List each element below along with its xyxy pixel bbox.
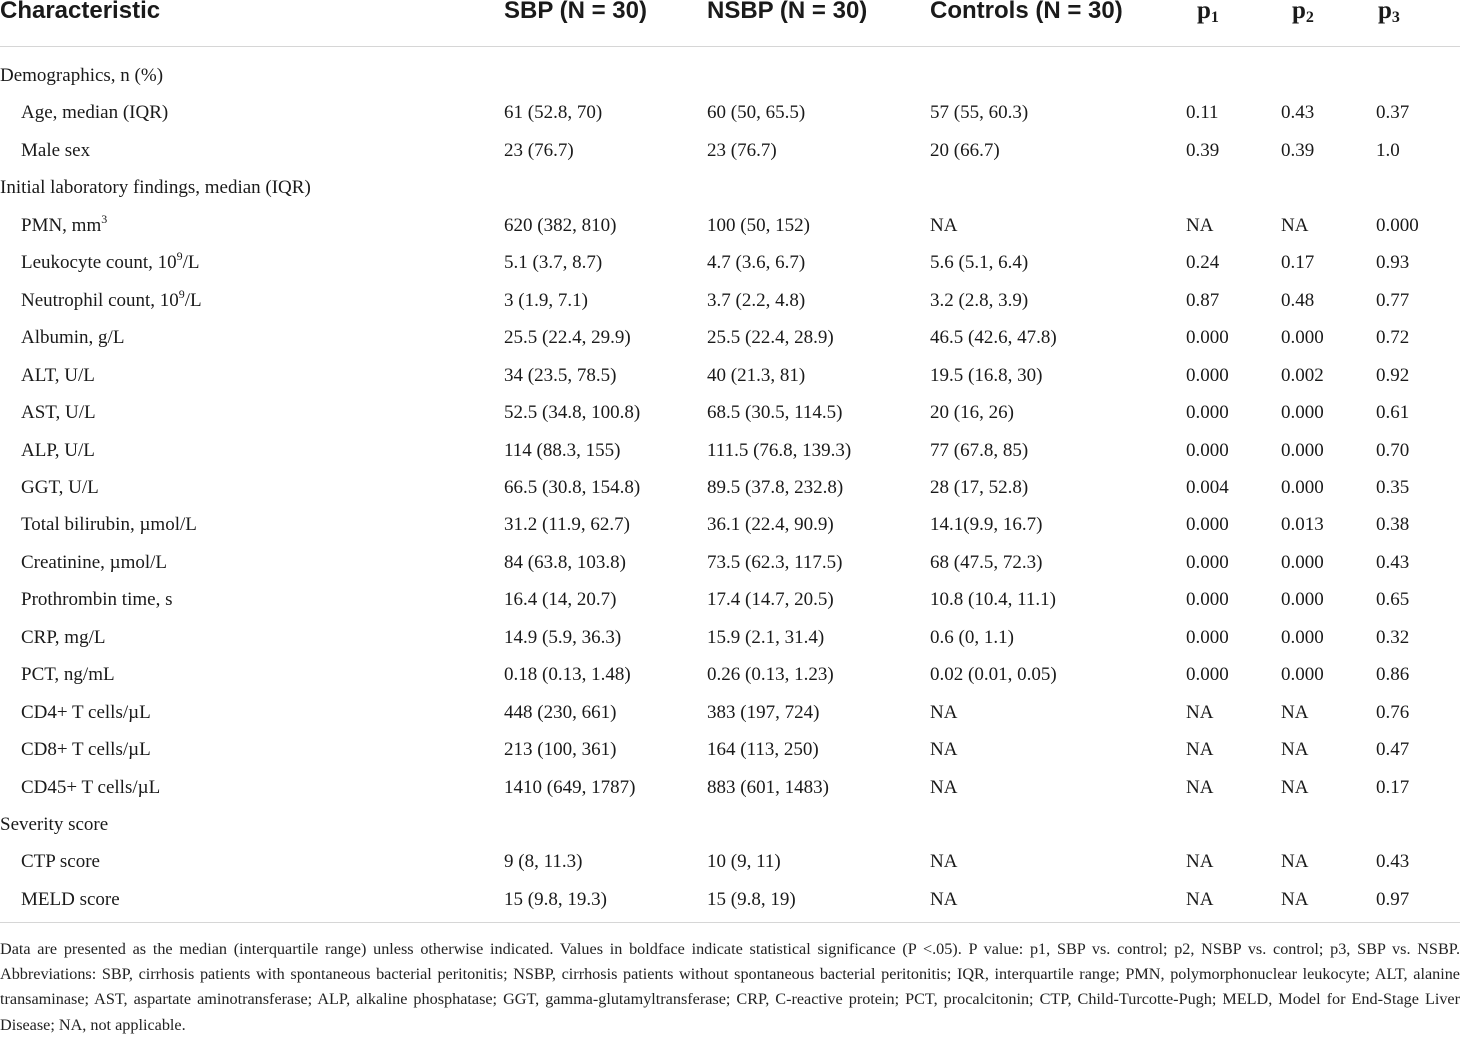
cell-p2: 0.000 bbox=[1281, 327, 1324, 348]
col-header-characteristic: Characteristic bbox=[0, 0, 161, 24]
cell-p2: NA bbox=[1281, 777, 1309, 798]
cell-p1: NA bbox=[1186, 889, 1214, 910]
col-header-p2: $p_2$ bbox=[1292, 0, 1314, 26]
cell-controls: 68 (47.5, 72.3) bbox=[930, 552, 1043, 573]
cell-p3: 0.86 bbox=[1376, 664, 1410, 685]
cell-controls: 0.02 (0.01, 0.05) bbox=[930, 664, 1057, 685]
table-row bbox=[0, 546, 1460, 583]
cell-nsbp: 111.5 (76.8, 139.3) bbox=[707, 440, 852, 461]
row-label: CTP score bbox=[21, 851, 100, 872]
table-row bbox=[0, 508, 1460, 545]
row-label: ALP, U/L bbox=[21, 440, 95, 461]
cell-controls: NA bbox=[930, 739, 958, 760]
cell-nsbp: 40 (21.3, 81) bbox=[707, 365, 806, 386]
cell-p2: 0.000 bbox=[1281, 589, 1324, 610]
cell-sbp: 0.18 (0.13, 1.48) bbox=[504, 664, 631, 685]
cell-p3: 0.38 bbox=[1376, 514, 1410, 535]
cell-sbp: 213 (100, 361) bbox=[504, 739, 617, 760]
table-row bbox=[0, 246, 1460, 283]
cell-sbp: 114 (88.3, 155) bbox=[504, 440, 621, 461]
cell-p2: 0.000 bbox=[1281, 402, 1324, 423]
cell-p1: NA bbox=[1186, 851, 1214, 872]
cell-nsbp: 3.7 (2.2, 4.8) bbox=[707, 290, 806, 311]
cell-sbp: 15 (9.8, 19.3) bbox=[504, 889, 607, 910]
cell-sbp: 3 (1.9, 7.1) bbox=[504, 290, 588, 311]
cell-sbp: 52.5 (34.8, 100.8) bbox=[504, 402, 641, 423]
cell-nsbp: 4.7 (3.6, 6.7) bbox=[707, 252, 806, 273]
cell-p2: 0.000 bbox=[1281, 440, 1324, 461]
table-row bbox=[0, 96, 1460, 133]
cell-sbp: 23 (76.7) bbox=[504, 140, 574, 161]
cell-controls: NA bbox=[930, 889, 958, 910]
cell-nsbp: 100 (50, 152) bbox=[707, 215, 810, 236]
cell-sbp: 34 (23.5, 78.5) bbox=[504, 365, 617, 386]
row-label: Leukocyte count, $10^9/L$ bbox=[21, 249, 200, 273]
table-row bbox=[0, 471, 1460, 508]
cell-p3: 0.76 bbox=[1376, 702, 1410, 723]
row-label: CD8+ T cells/µL bbox=[21, 739, 151, 760]
section-label: Initial laboratory findings, median (IQR) bbox=[0, 177, 311, 198]
cell-p1: NA bbox=[1186, 215, 1214, 236]
cell-controls: NA bbox=[930, 851, 958, 872]
cell-p3: 0.000 bbox=[1376, 215, 1419, 236]
table-row bbox=[0, 583, 1460, 620]
cell-nsbp: 15.9 (2.1, 31.4) bbox=[707, 627, 825, 648]
cell-controls: 46.5 (42.6, 47.8) bbox=[930, 327, 1057, 348]
cell-p1: 0.000 bbox=[1186, 627, 1229, 648]
cell-sbp: 448 (230, 661) bbox=[504, 702, 617, 723]
table-row bbox=[0, 396, 1460, 433]
table-row bbox=[0, 658, 1460, 695]
cell-controls: 10.8 (10.4, 11.1) bbox=[930, 589, 1056, 610]
section-label: Demographics, n (%) bbox=[0, 65, 164, 86]
col-header-p3: $p_3$ bbox=[1378, 0, 1400, 26]
cell-p2: NA bbox=[1281, 851, 1309, 872]
cell-nsbp: 0.26 (0.13, 1.23) bbox=[707, 664, 834, 685]
section-row bbox=[0, 59, 1460, 96]
row-label: PMN, $mm^3$ bbox=[21, 212, 108, 236]
row-label: CD4+ T cells/µL bbox=[21, 702, 151, 723]
cell-sbp: 31.2 (11.9, 62.7) bbox=[504, 514, 630, 535]
cell-p1: 0.000 bbox=[1186, 440, 1229, 461]
cell-p3: 1.0 bbox=[1376, 140, 1400, 161]
cell-p1: 0.000 bbox=[1186, 589, 1229, 610]
table-row bbox=[0, 733, 1460, 770]
row-label: MELD score bbox=[21, 889, 120, 910]
cell-p3: 0.77 bbox=[1376, 290, 1410, 311]
cell-nsbp: 17.4 (14.7, 20.5) bbox=[707, 589, 834, 610]
cell-p2: NA bbox=[1281, 702, 1309, 723]
cell-sbp: 25.5 (22.4, 29.9) bbox=[504, 327, 631, 348]
table-row bbox=[0, 696, 1460, 733]
col-header-sbp: SBP (N = 30) bbox=[504, 0, 647, 24]
cell-p2: 0.000 bbox=[1281, 552, 1324, 573]
cell-controls: 19.5 (16.8, 30) bbox=[930, 365, 1043, 386]
row-label: PCT, ng/mL bbox=[21, 664, 115, 685]
cell-p2: NA bbox=[1281, 889, 1309, 910]
col-header-p1: $p_1$ bbox=[1197, 0, 1219, 26]
col-header-nsbp: NSBP (N = 30) bbox=[707, 0, 868, 24]
cell-p1: 0.000 bbox=[1186, 664, 1229, 685]
cell-sbp: 66.5 (30.8, 154.8) bbox=[504, 477, 641, 498]
cell-p1: NA bbox=[1186, 702, 1214, 723]
cell-sbp: 9 (8, 11.3) bbox=[504, 851, 583, 872]
cell-sbp: 84 (63.8, 103.8) bbox=[504, 552, 626, 573]
cell-controls: 5.6 (5.1, 6.4) bbox=[930, 252, 1029, 273]
cell-p1: 0.11 bbox=[1186, 102, 1219, 123]
cell-p2: 0.48 bbox=[1281, 290, 1315, 311]
cell-p3: 0.93 bbox=[1376, 252, 1410, 273]
row-label: Total bilirubin, µmol/L bbox=[21, 514, 197, 535]
cell-controls: 0.6 (0, 1.1) bbox=[930, 627, 1014, 648]
cell-p3: 0.37 bbox=[1376, 102, 1410, 123]
row-label: Male sex bbox=[21, 140, 91, 161]
cell-p3: 0.43 bbox=[1376, 851, 1410, 872]
table-row bbox=[0, 284, 1460, 321]
cell-p1: 0.24 bbox=[1186, 252, 1220, 273]
cell-p1: 0.004 bbox=[1186, 477, 1229, 498]
cell-sbp: 1410 (649, 1787) bbox=[504, 777, 636, 798]
cell-controls: 77 (67.8, 85) bbox=[930, 440, 1029, 461]
cell-controls: 20 (66.7) bbox=[930, 140, 1000, 161]
cell-p2: 0.000 bbox=[1281, 477, 1324, 498]
table-row bbox=[0, 621, 1460, 658]
cell-nsbp: 60 (50, 65.5) bbox=[707, 102, 806, 123]
cell-nsbp: 10 (9, 11) bbox=[707, 851, 781, 872]
cell-p3: 0.43 bbox=[1376, 552, 1410, 573]
cell-p3: 0.32 bbox=[1376, 627, 1410, 648]
table-row bbox=[0, 883, 1460, 920]
cell-p2: NA bbox=[1281, 215, 1309, 236]
table-row bbox=[0, 845, 1460, 882]
table-row bbox=[0, 434, 1460, 471]
cell-p1: 0.000 bbox=[1186, 552, 1229, 573]
cell-p3: 0.17 bbox=[1376, 777, 1410, 798]
table-row bbox=[0, 771, 1460, 808]
cell-p3: 0.72 bbox=[1376, 327, 1410, 348]
table-footnote: Data are presented as the median (interquartile range) unless otherwise indicated. Values in boldface indicate statistical significance (P <.05). P value: p1, SBP vs. control; p2, NSBP vs. control; p3, SBP vs. NSBP. Abbreviations: SBP, cirrhosis patients with spontaneous bacterial peritonitis; NSBP, cirrhosis patients without spontaneous bacterial peritonitis; IQR, interquartile range; PMN, polymorphonuclear leukocyte; ALT, alanine transaminase; AST, aspartate aminotransferase; ALP, alkaline phosphatase; GGT, gamma-glutamyltransferase; CRP, C-reactive protein; PCT, procalcitonin; CTP, Child-Turcotte-Pugh; MELD, Model for End-Stage Liver Disease; NA, not applicable. bbox=[0, 940, 1460, 1034]
cell-p2: 0.000 bbox=[1281, 664, 1324, 685]
cell-p3: 0.61 bbox=[1376, 402, 1410, 423]
table-header bbox=[0, 0, 1460, 47]
cell-p2: 0.17 bbox=[1281, 252, 1315, 273]
cell-p1: 0.000 bbox=[1186, 402, 1229, 423]
row-label: ALT, U/L bbox=[21, 365, 95, 386]
cell-sbp: 61 (52.8, 70) bbox=[504, 102, 603, 123]
row-label: Albumin, g/L bbox=[21, 327, 125, 348]
cell-controls: 28 (17, 52.8) bbox=[930, 477, 1029, 498]
cell-sbp: 16.4 (14, 20.7) bbox=[504, 589, 617, 610]
cell-p3: 0.92 bbox=[1376, 365, 1410, 386]
cell-p3: 0.35 bbox=[1376, 477, 1410, 498]
section-label: Severity score bbox=[0, 814, 109, 835]
cell-p2: 0.002 bbox=[1281, 365, 1324, 386]
cell-sbp: 620 (382, 810) bbox=[504, 215, 617, 236]
cell-controls: 14.1(9.9, 16.7) bbox=[930, 514, 1043, 535]
cell-p3: 0.97 bbox=[1376, 889, 1410, 910]
table-bottom-rule bbox=[0, 922, 1460, 923]
cell-p1: 0.39 bbox=[1186, 140, 1220, 161]
table-row bbox=[0, 321, 1460, 358]
cell-nsbp: 23 (76.7) bbox=[707, 140, 777, 161]
row-label: CD45+ T cells/µL bbox=[21, 777, 161, 798]
cell-p1: 0.000 bbox=[1186, 514, 1229, 535]
row-label: Age, median (IQR) bbox=[21, 102, 169, 123]
cell-p1: 0.000 bbox=[1186, 327, 1229, 348]
cell-nsbp: 68.5 (30.5, 114.5) bbox=[707, 402, 843, 423]
cell-controls: NA bbox=[930, 702, 958, 723]
row-label: CRP, mg/L bbox=[21, 627, 106, 648]
cell-p1: 0.87 bbox=[1186, 290, 1220, 311]
row-label: Creatinine, µmol/L bbox=[21, 552, 168, 573]
table-row bbox=[0, 359, 1460, 396]
cell-p1: NA bbox=[1186, 739, 1214, 760]
cell-nsbp: 15 (9.8, 19) bbox=[707, 889, 796, 910]
cell-p3: 0.70 bbox=[1376, 440, 1410, 461]
cell-nsbp: 36.1 (22.4, 90.9) bbox=[707, 514, 834, 535]
cell-p2: 0.43 bbox=[1281, 102, 1315, 123]
cell-p2: 0.013 bbox=[1281, 514, 1324, 535]
cell-nsbp: 883 (601, 1483) bbox=[707, 777, 829, 798]
row-label: Prothrombin time, s bbox=[21, 589, 173, 610]
cell-sbp: 14.9 (5.9, 36.3) bbox=[504, 627, 622, 648]
cell-nsbp: 89.5 (37.8, 232.8) bbox=[707, 477, 844, 498]
cell-p3: 0.47 bbox=[1376, 739, 1410, 760]
cell-nsbp: 164 (113, 250) bbox=[707, 739, 819, 760]
row-label: Neutrophil count, $10^9/L$ bbox=[21, 287, 202, 311]
cell-p1: 0.000 bbox=[1186, 365, 1229, 386]
table-row bbox=[0, 134, 1460, 171]
cell-sbp: 5.1 (3.7, 8.7) bbox=[504, 252, 603, 273]
cell-nsbp: 383 (197, 724) bbox=[707, 702, 820, 723]
table-row bbox=[0, 209, 1460, 246]
cell-p3: 0.65 bbox=[1376, 589, 1410, 610]
cell-controls: 3.2 (2.8, 3.9) bbox=[930, 290, 1029, 311]
cell-controls: NA bbox=[930, 215, 958, 236]
cell-nsbp: 25.5 (22.4, 28.9) bbox=[707, 327, 834, 348]
cell-nsbp: 73.5 (62.3, 117.5) bbox=[707, 552, 843, 573]
col-header-controls: Controls (N = 30) bbox=[930, 0, 1123, 24]
cell-p2: 0.39 bbox=[1281, 140, 1315, 161]
section-row bbox=[0, 171, 1460, 208]
cell-p2: NA bbox=[1281, 739, 1309, 760]
row-label: GGT, U/L bbox=[21, 477, 99, 498]
cell-p2: 0.000 bbox=[1281, 627, 1324, 648]
section-row bbox=[0, 808, 1460, 845]
cell-controls: NA bbox=[930, 777, 958, 798]
cell-controls: 57 (55, 60.3) bbox=[930, 102, 1029, 123]
row-label: AST, U/L bbox=[21, 402, 96, 423]
cell-controls: 20 (16, 26) bbox=[930, 402, 1014, 423]
cell-p1: NA bbox=[1186, 777, 1214, 798]
